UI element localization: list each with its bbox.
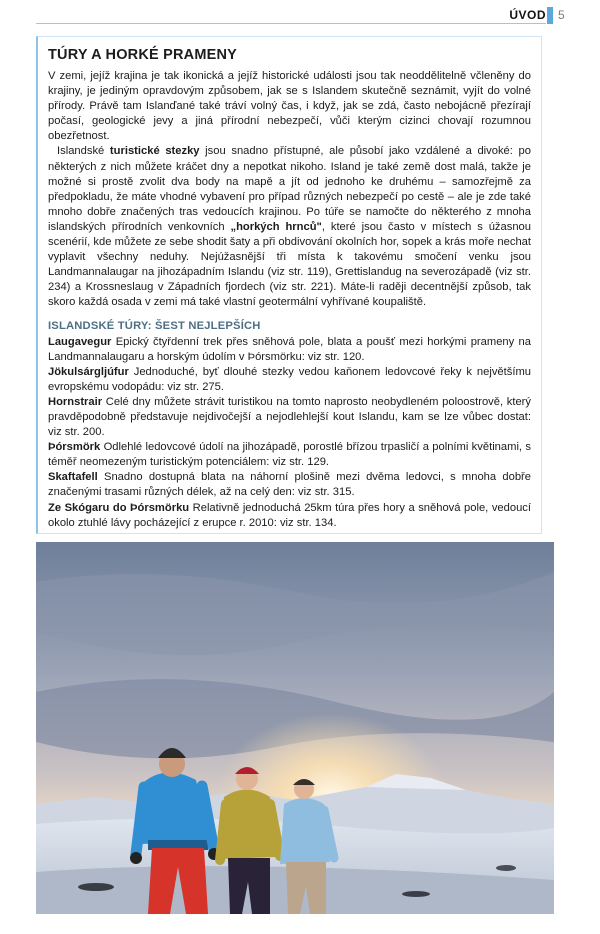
hike-text: Jednoduché, byť dlouhé stezky vedou kaňonem ledovcové řeky k největšímu evropskému vodopádu: viz str. 275. [48,365,531,393]
hike-text: Epický čtyřdenní trek přes sněhová pole, blata a poušť mezi horkými prameny na Landmannalaugaru a horským údolím v Þórsmörku: viz str. 120. [48,335,531,363]
p2-text-e: , které jsou často v místech s úžasnou scenérií, kde můžete ze sebe shodit šaty a při obdivování okolních hor, sopek a krás moře nechat vyplavit všechny neduhy. Nejúžasnější tři místa k takovému smočení venku jsou Landmannalaugar na jihozápadním Islandu (viz str. 119), Grettislandug na severozápadě (viz str. 234) a Krossneslaug v Západních fjordech (viz str. 221). Máte-li raději decentnější způsob, tak skoro každá osada v zemi má také vlastní geotermální vyhřívané koupaliště. [48,220,531,309]
header-rule [36,23,546,24]
hike-text: Relativně jednoduchá 25km túra přes hory a sněhová pole, vedoucí okolo ztuhlé lávy pocházející z erupce r. 2010: viz str. 134. [48,501,531,529]
box-body [48,69,531,311]
p2-text-c: jsou snadno přístupné, ale působí jako vzdálené a divoké: po některých z nich můžete kráčet dny a nepotkat nikoho. Island je také země dost malá, takže je možné si prostě zvolit dva body na mapě a jít od jednoho ke druhému – samozřejmě za předpokladu, že máte vhodné vybavení pro případ různých nebezpečí po cestě – ale je zde také mnoho dobře značených tras vedoucích krajinou. Po túře se namočte do některého z mnoha islandských přírodních venkovních [48,145,531,233]
hike-entry [48,501,531,531]
header-accent-bar [547,7,553,24]
box-title: TÚRY A HORKÉ PRAMENY [48,47,238,63]
hike-entry [48,440,531,470]
p2-bold-hot-pots: „horkých hrnců" [230,220,322,233]
sidebar-box [36,36,542,534]
hike-entry [48,365,531,395]
hike-name: Ze Skógaru do Þórsmörku [48,501,190,514]
hike-name: Laugavegur [48,335,112,348]
hike-list [48,335,531,531]
section-name: ÚVOD [509,8,546,22]
paragraph-1: V zemi, jejíž krajina je tak ikonická a jejíž historické události jsou tak neoddělitelně včleněny do krajiny, je jediným opravdovým způsobem, jak se s Islandem skutečně seznámit, vyjít do volné přírody. Právě tam Islanďané také tráví volný čas, i když, jak se zdá, často nebojácně přezírají počasí, geologické jevy a jiná přírodní nebezpečí, vůči kterým cizinci chovají rozumnou obezřetnost. [48,70,531,143]
hike-name: Þórsmörk [48,441,101,454]
p2-bold-trails: turistické stezky [109,145,200,158]
page-number: 5 [558,8,565,22]
subhead-top-hikes: ISLANDSKÉ TÚRY: ŠEST NEJLEPŠÍCH [48,319,261,332]
hike-text: Odlehlé ledovcové údolí na jihozápadě, porostlé břízou trpasličí a polními květinami, s téměř neomezeným turistickým potenciálem: viz str. 129. [48,441,531,469]
hike-text: Snadno dostupná blata na náhorní plošině mezi dvěma ledovci, s mnoha dobře značenými trasami různých délek, až na celý den: viz str. 315. [48,471,531,499]
hike-name: Jökulsárgljúfur [48,365,129,378]
paragraph-2 [48,144,531,310]
hike-name: Skaftafell [48,471,98,484]
p2-text-a: Islandské [57,145,110,158]
hikers-photo [36,542,554,914]
hike-entry [48,335,531,365]
hike-text: Celé dny můžete strávit turistikou na tomto naprosto neobydleném poloostrově, který pravděpodobně představuje nejdivočejší a nejodlehlejší kout Islandu, kam se lze vůbec dostat: viz str. 200. [48,395,531,439]
hike-name: Hornstrair [48,395,103,408]
hike-entry [48,395,531,440]
hike-entry [48,470,531,500]
